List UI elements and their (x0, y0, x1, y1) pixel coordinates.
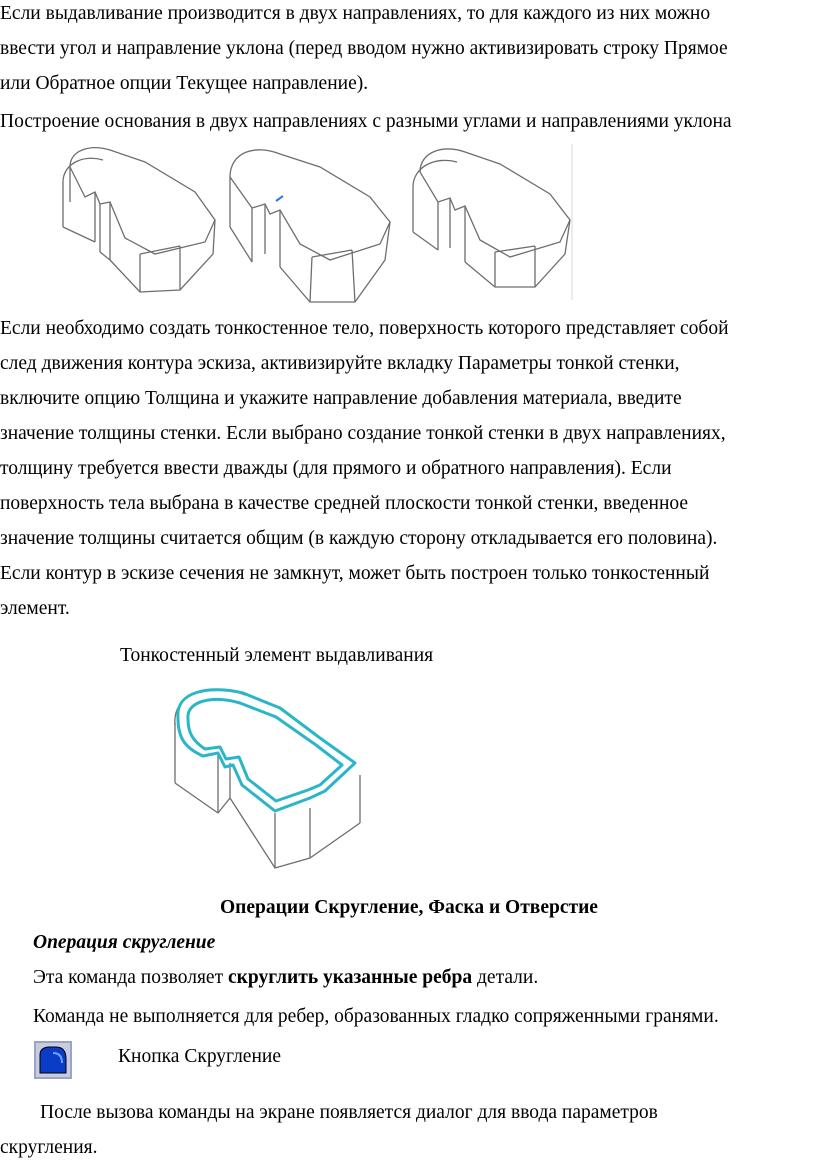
paragraph-line: значение толщины стенки. Если выбрано создание тонкой стенки в двух направлениях, (0, 423, 726, 444)
button-caption: Кнопка Скругление (118, 1046, 281, 1067)
subsection-title: Операция скругление (33, 932, 216, 953)
paragraph-text: Эта команда позволяет (33, 967, 228, 988)
paragraph-line: элемент. (0, 598, 70, 619)
extrusion-figures-image (55, 142, 595, 302)
emphasized-text: скруглить указанные ребра (227, 967, 473, 988)
paragraph-text: детали. (472, 967, 539, 988)
thin-wall-figure-image (170, 683, 370, 878)
extrusion-shape-3 (413, 149, 570, 287)
figure-caption: Построение основания в двух направлениях с разными углами и направлениями уклона (0, 111, 732, 132)
paragraph-line: После вызова команды на экране появляется диалог для ввода параметров (40, 1102, 658, 1123)
paragraph-line (33, 966, 538, 990)
section-title: Операции Скругление, Фаска и Отверстие (220, 897, 598, 918)
paragraph-line: скругления. (0, 1137, 98, 1158)
paragraph-line: Если контур в эскизе сечения не замкнут, может быть построен только тонкостенный (0, 563, 710, 584)
paragraph-line: поверхность тела выбрана в качестве средней плоскости тонкой стенки, введенное (0, 493, 689, 514)
fillet-button-icon (34, 1041, 72, 1079)
extrusion-shape-2 (230, 150, 390, 302)
paragraph-line: Команда не выполняется для ребер, образованных гладко сопряженными гранями. (33, 1006, 719, 1027)
paragraph-line: ввести угол и направление уклона (перед вводом нужно активизировать строку Прямое (0, 38, 728, 59)
paragraph-line: значение толщины считается общим (в каждую сторону откладывается его половина). (0, 528, 718, 549)
paragraph-line: Если необходимо создать тонкостенное тело, поверхность которого представляет собой (0, 318, 729, 339)
paragraph-line: след движения контура эскиза, активизируйте вкладку Параметры тонкой стенки, (0, 353, 680, 374)
figure-caption: Тонкостенный элемент выдавливания (120, 645, 434, 666)
paragraph-line: включите опцию Толщина и укажите направление добавления материала, введите (0, 388, 682, 409)
paragraph-line: толщину требуется ввести дважды (для прямого и обратного направления). Если (0, 458, 672, 479)
paragraph-line: или Обратное опции Текущее направление). (0, 73, 369, 94)
extrusion-shape-1 (63, 148, 215, 292)
paragraph-line: Если выдавливание производится в двух направлениях, то для каждого из них можно (0, 3, 711, 24)
